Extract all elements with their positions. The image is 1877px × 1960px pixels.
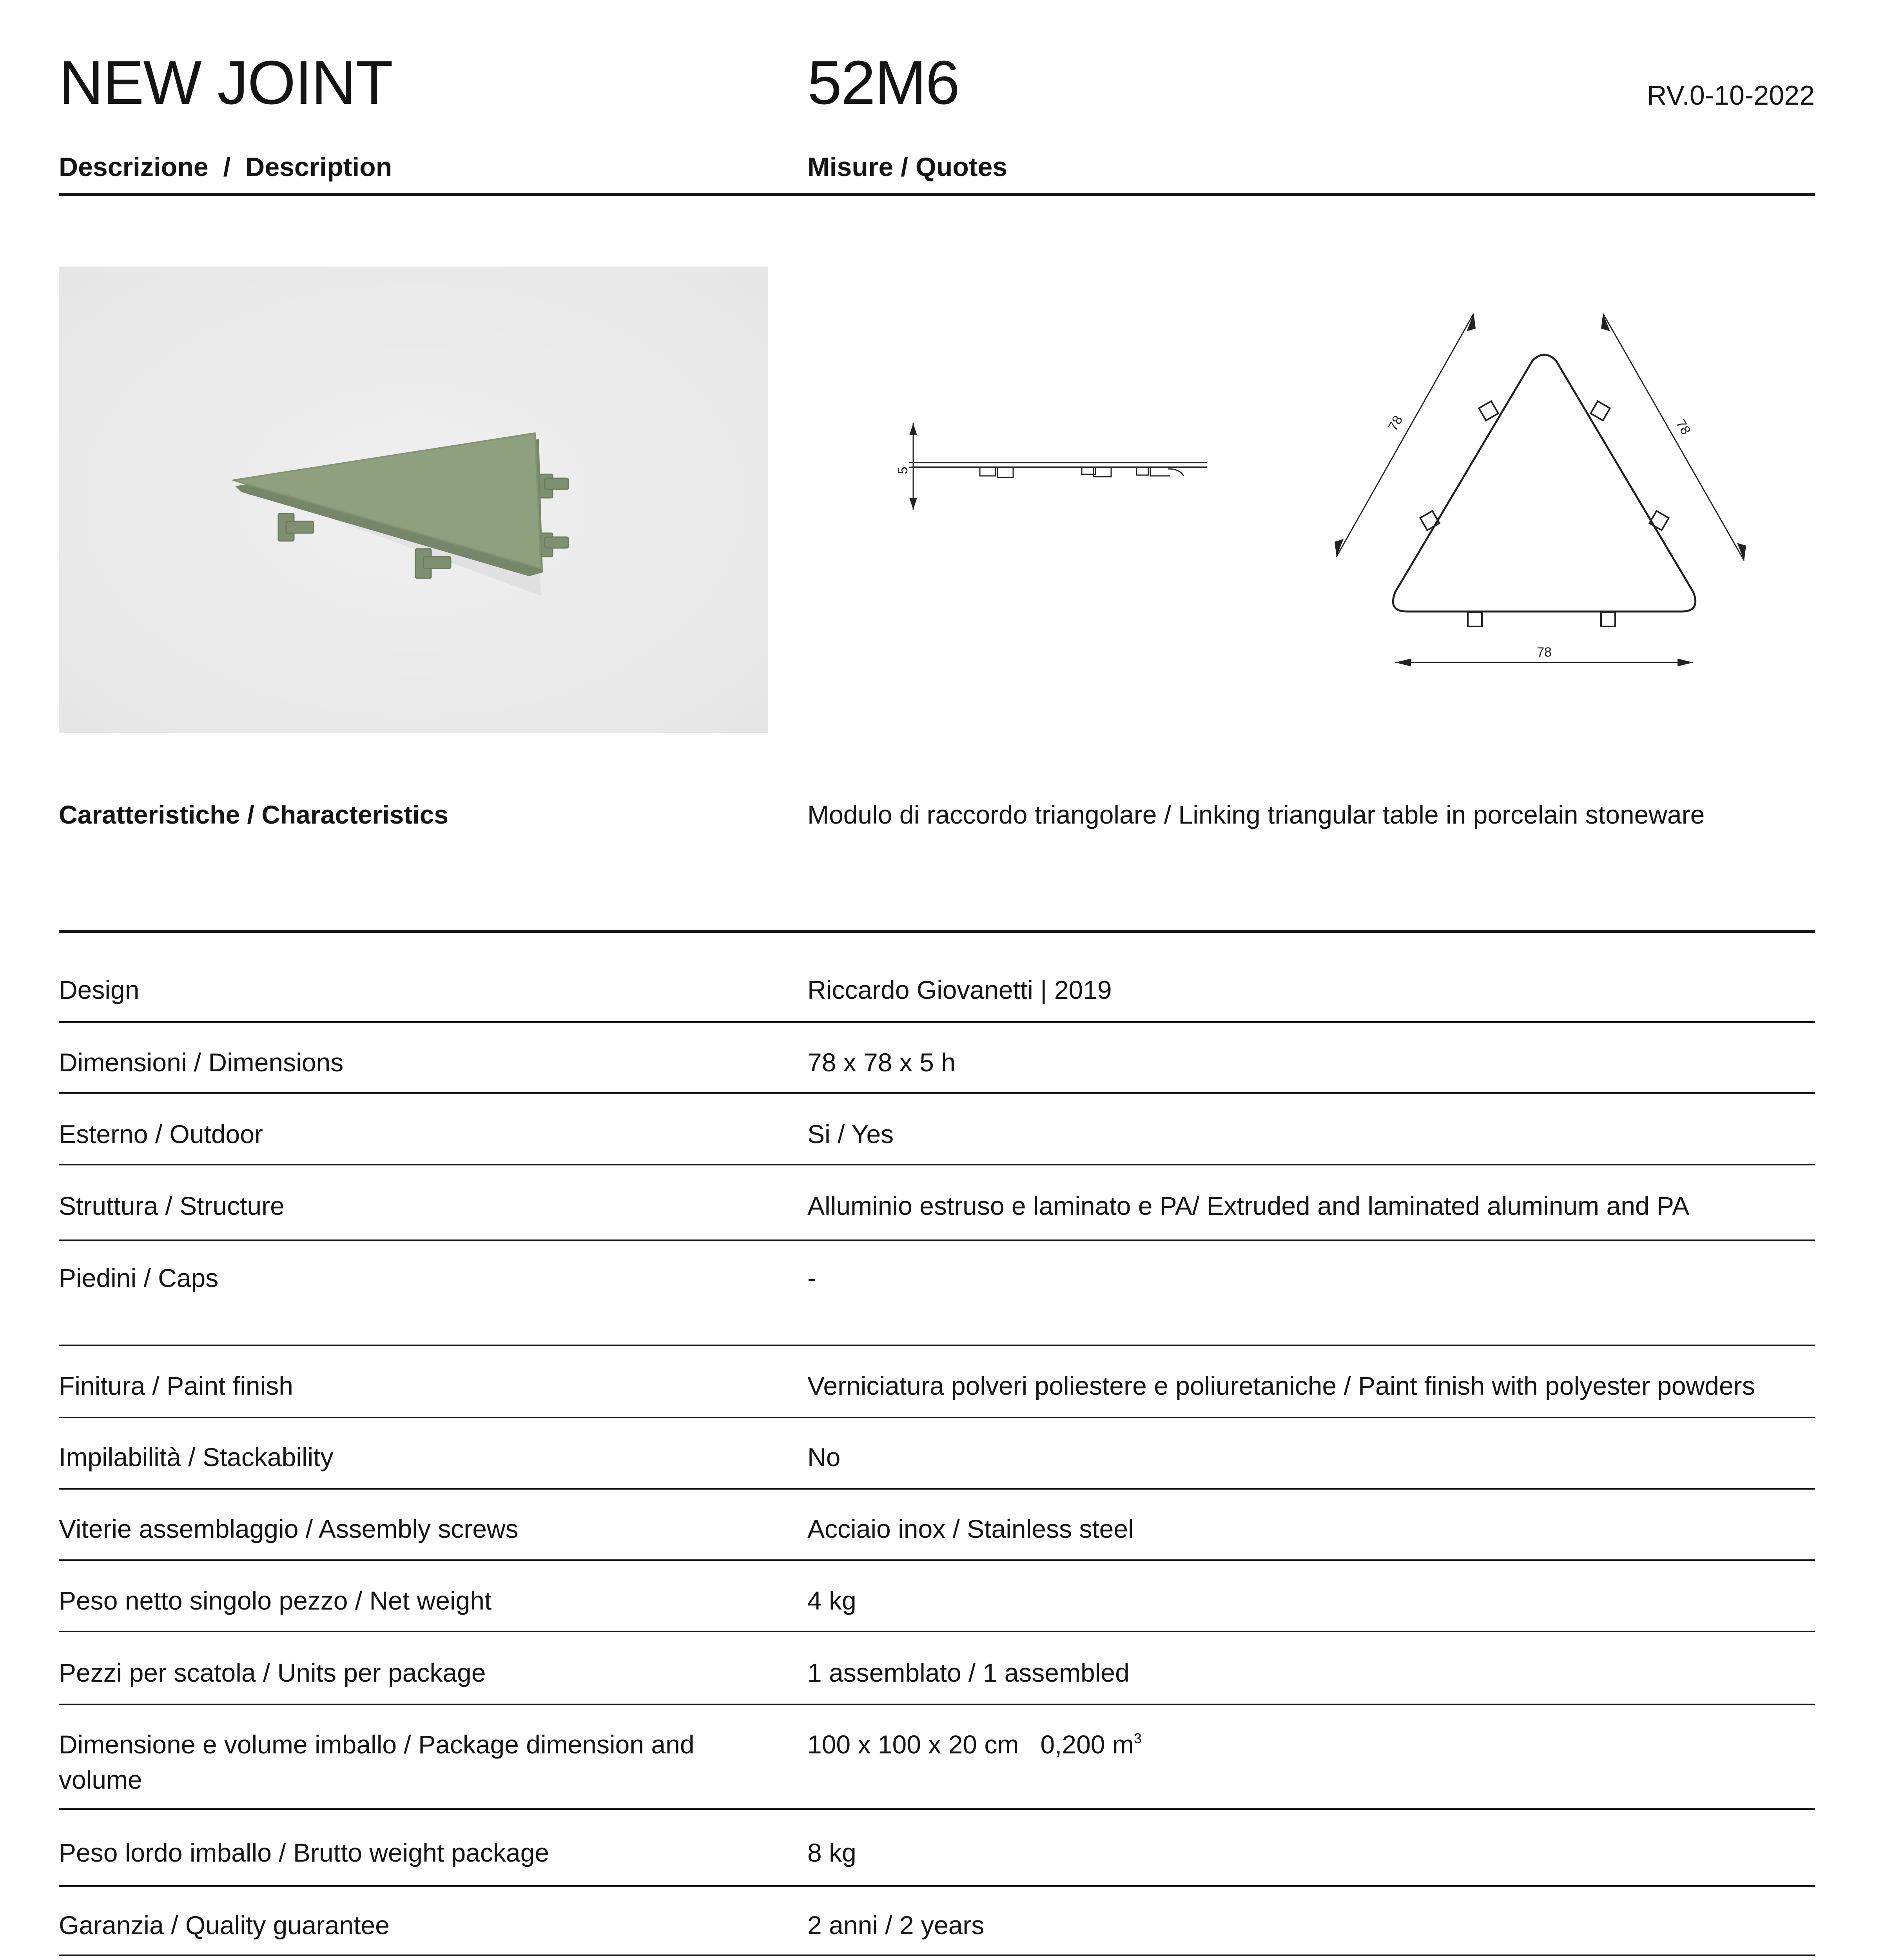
spec-row-gross-weight xyxy=(59,1835,1815,1887)
spec-label: Struttura / Structure xyxy=(59,1191,285,1220)
characteristics-divider xyxy=(59,930,1815,933)
spec-row-guarantee xyxy=(59,1907,1815,1956)
spec-value: 8 kg xyxy=(807,1838,856,1867)
cubic-superscript: 3 xyxy=(1133,1730,1142,1746)
spec-label: Esterno / Outdoor xyxy=(59,1120,263,1149)
base-dimension-label: 78 xyxy=(1537,645,1552,660)
spec-row-outdoor xyxy=(59,1116,1815,1165)
spec-row-structure xyxy=(59,1188,1815,1241)
spec-value: 78 x 78 x 5 h xyxy=(807,1048,956,1077)
spec-value: Si / Yes xyxy=(807,1120,894,1149)
spec-value: No xyxy=(807,1443,841,1472)
spec-value: Verniciatura polveri poliestere e poliuretaniche / Paint finish with polyester powders xyxy=(807,1371,1755,1400)
spec-label: Finitura / Paint finish xyxy=(59,1371,293,1400)
characteristics-label: Caratteristiche / Characteristics xyxy=(59,800,449,829)
spec-value: 4 kg xyxy=(807,1586,856,1615)
spec-label: Viterie assemblaggio / Assembly screws xyxy=(59,1514,519,1543)
spec-row-caps xyxy=(59,1260,1815,1346)
spec-label: Dimensione e volume imballo / Package dimension and volume xyxy=(59,1730,695,1794)
triangular-table-render xyxy=(59,267,768,733)
spec-row-paint-finish xyxy=(59,1368,1815,1418)
spec-value: Alluminio estruso e laminato e PA/ Extruded and laminated aluminum and PA xyxy=(807,1191,1690,1220)
spec-label: Peso lordo imballo / Brutto weight package xyxy=(59,1838,549,1867)
spec-value: 2 anni / 2 years xyxy=(807,1911,985,1940)
revision-label: RV.0-10-2022 xyxy=(1647,80,1815,111)
dimension-drawing-svg xyxy=(854,290,1795,690)
right-side-dimension-label: 78 xyxy=(1673,417,1694,437)
spec-value: Riccardo Giovanetti | 2019 xyxy=(807,975,1112,1004)
spec-value: - xyxy=(807,1263,816,1292)
product-code: 52M6 xyxy=(807,48,959,117)
spec-row-dimensions xyxy=(59,1045,1815,1094)
spec-label: Dimensioni / Dimensions xyxy=(59,1048,344,1077)
spec-label: Piedini / Caps xyxy=(59,1263,219,1292)
technical-drawing xyxy=(854,290,1795,690)
spec-value: Acciaio inox / Stainless steel xyxy=(807,1514,1134,1543)
height-dimension-label: 5 xyxy=(896,466,910,474)
spec-label: Peso netto singolo pezzo / Net weight xyxy=(59,1586,492,1615)
spec-value: 1 assemblato / 1 assembled xyxy=(807,1658,1130,1687)
package-dimension-text: 100 x 100 x 20 cm 0,200 m xyxy=(807,1730,1134,1759)
product-name: NEW JOINT xyxy=(59,48,392,117)
spec-label: Design xyxy=(59,975,140,1004)
spec-row-package-dimension xyxy=(59,1727,1815,1810)
left-side-dimension-label: 78 xyxy=(1385,413,1406,434)
spec-row-design xyxy=(59,972,1815,1023)
spec-label: Garanzia / Quality guarantee xyxy=(59,1911,390,1940)
section-description-heading: Descrizione / Description xyxy=(59,152,392,182)
spec-label: Impilabilità / Stackability xyxy=(59,1443,334,1472)
spec-row-units-per-package xyxy=(59,1655,1815,1705)
spec-value xyxy=(807,1727,1815,1762)
section-quotes-heading: Misure / Quotes xyxy=(807,152,1008,182)
spec-row-net-weight xyxy=(59,1583,1815,1632)
characteristics-value: Modulo di raccordo triangolare / Linking triangular table in porcelain stoneware xyxy=(807,800,1705,829)
spec-row-assembly-screws xyxy=(59,1511,1815,1561)
product-photo xyxy=(59,267,768,733)
spec-row-stackability xyxy=(59,1439,1815,1490)
header-divider xyxy=(59,193,1815,196)
spec-label: Pezzi per scatola / Units per package xyxy=(59,1658,486,1687)
